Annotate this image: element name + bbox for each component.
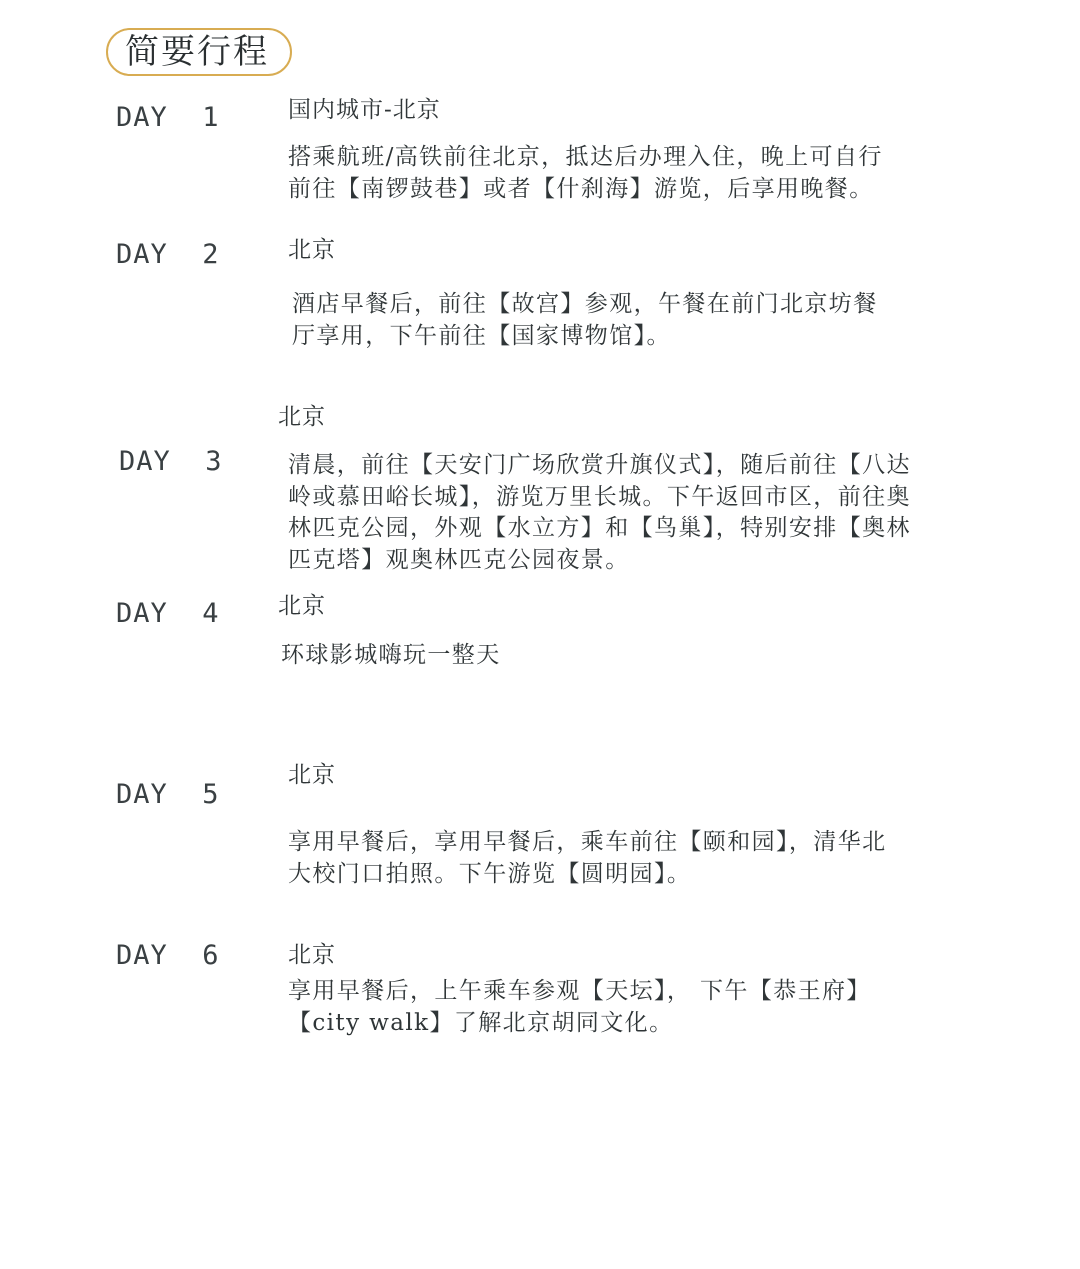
day-3-line-3: 林匹克公园，外观【水立方】和【鸟巢】，特别安排【奥林 (288, 515, 911, 541)
day-3-line-1: 清晨，前往【天安门广场欣赏升旗仪式】，随后前往【八达 (288, 452, 911, 478)
day-2-line-2: 厅享用，下午前往【国家博物馆】。 (292, 322, 671, 349)
day-2-city: 北京 (288, 237, 336, 263)
day-4-label: DAY 4 (116, 598, 220, 629)
day-4-description (281, 640, 501, 672)
day-2-description (292, 289, 878, 352)
day-5-description (288, 827, 887, 890)
day-3-line-4: 匹克塔】观奥林匹克公园夜景。 (288, 546, 630, 573)
day-2-label: DAY 2 (116, 239, 220, 270)
day-3-city: 北京 (278, 404, 326, 430)
day-6-city: 北京 (288, 942, 336, 968)
day-5-label: DAY 5 (116, 779, 220, 810)
day-2-line-1: 酒店早餐后，前往【故宫】参观，午餐在前门北京坊餐 (292, 291, 878, 317)
day-4-line-1: 环球影城嗨玩一整天 (281, 642, 501, 668)
day-6-line-2: 【city walk】了解北京胡同文化。 (288, 1009, 674, 1036)
day-1-description (288, 142, 883, 205)
day-6-description (288, 976, 871, 1039)
day-5-city: 北京 (288, 762, 336, 788)
day-5-line-1: 享用早餐后，享用早餐后，乘车前往【颐和园】，清华北 (288, 829, 887, 855)
day-3-line-2: 岭或慕田峪长城】，游览万里长城。下午返回市区，前往奥 (288, 483, 911, 510)
day-5-line-2: 大校门口拍照。下午游览【圆明园】。 (288, 860, 692, 887)
day-3-label: DAY 3 (119, 446, 223, 477)
day-6-label: DAY 6 (116, 940, 220, 971)
day-1-line-1: 搭乘航班/高铁前往北京，抵达后办理入住，晚上可自行 (288, 144, 883, 170)
day-3-description (288, 450, 911, 576)
day-1-line-2: 前往【南锣鼓巷】或者【什刹海】游览，后享用晚餐。 (288, 175, 874, 202)
day-4-city: 北京 (278, 593, 326, 619)
day-1-city: 国内城市-北京 (288, 97, 441, 123)
day-1-label: DAY 1 (116, 102, 220, 133)
page-title: 简要行程 (125, 32, 269, 72)
day-6-line-1: 享用早餐后，上午乘车参观【天坛】， 下午【恭王府】 (288, 978, 871, 1004)
